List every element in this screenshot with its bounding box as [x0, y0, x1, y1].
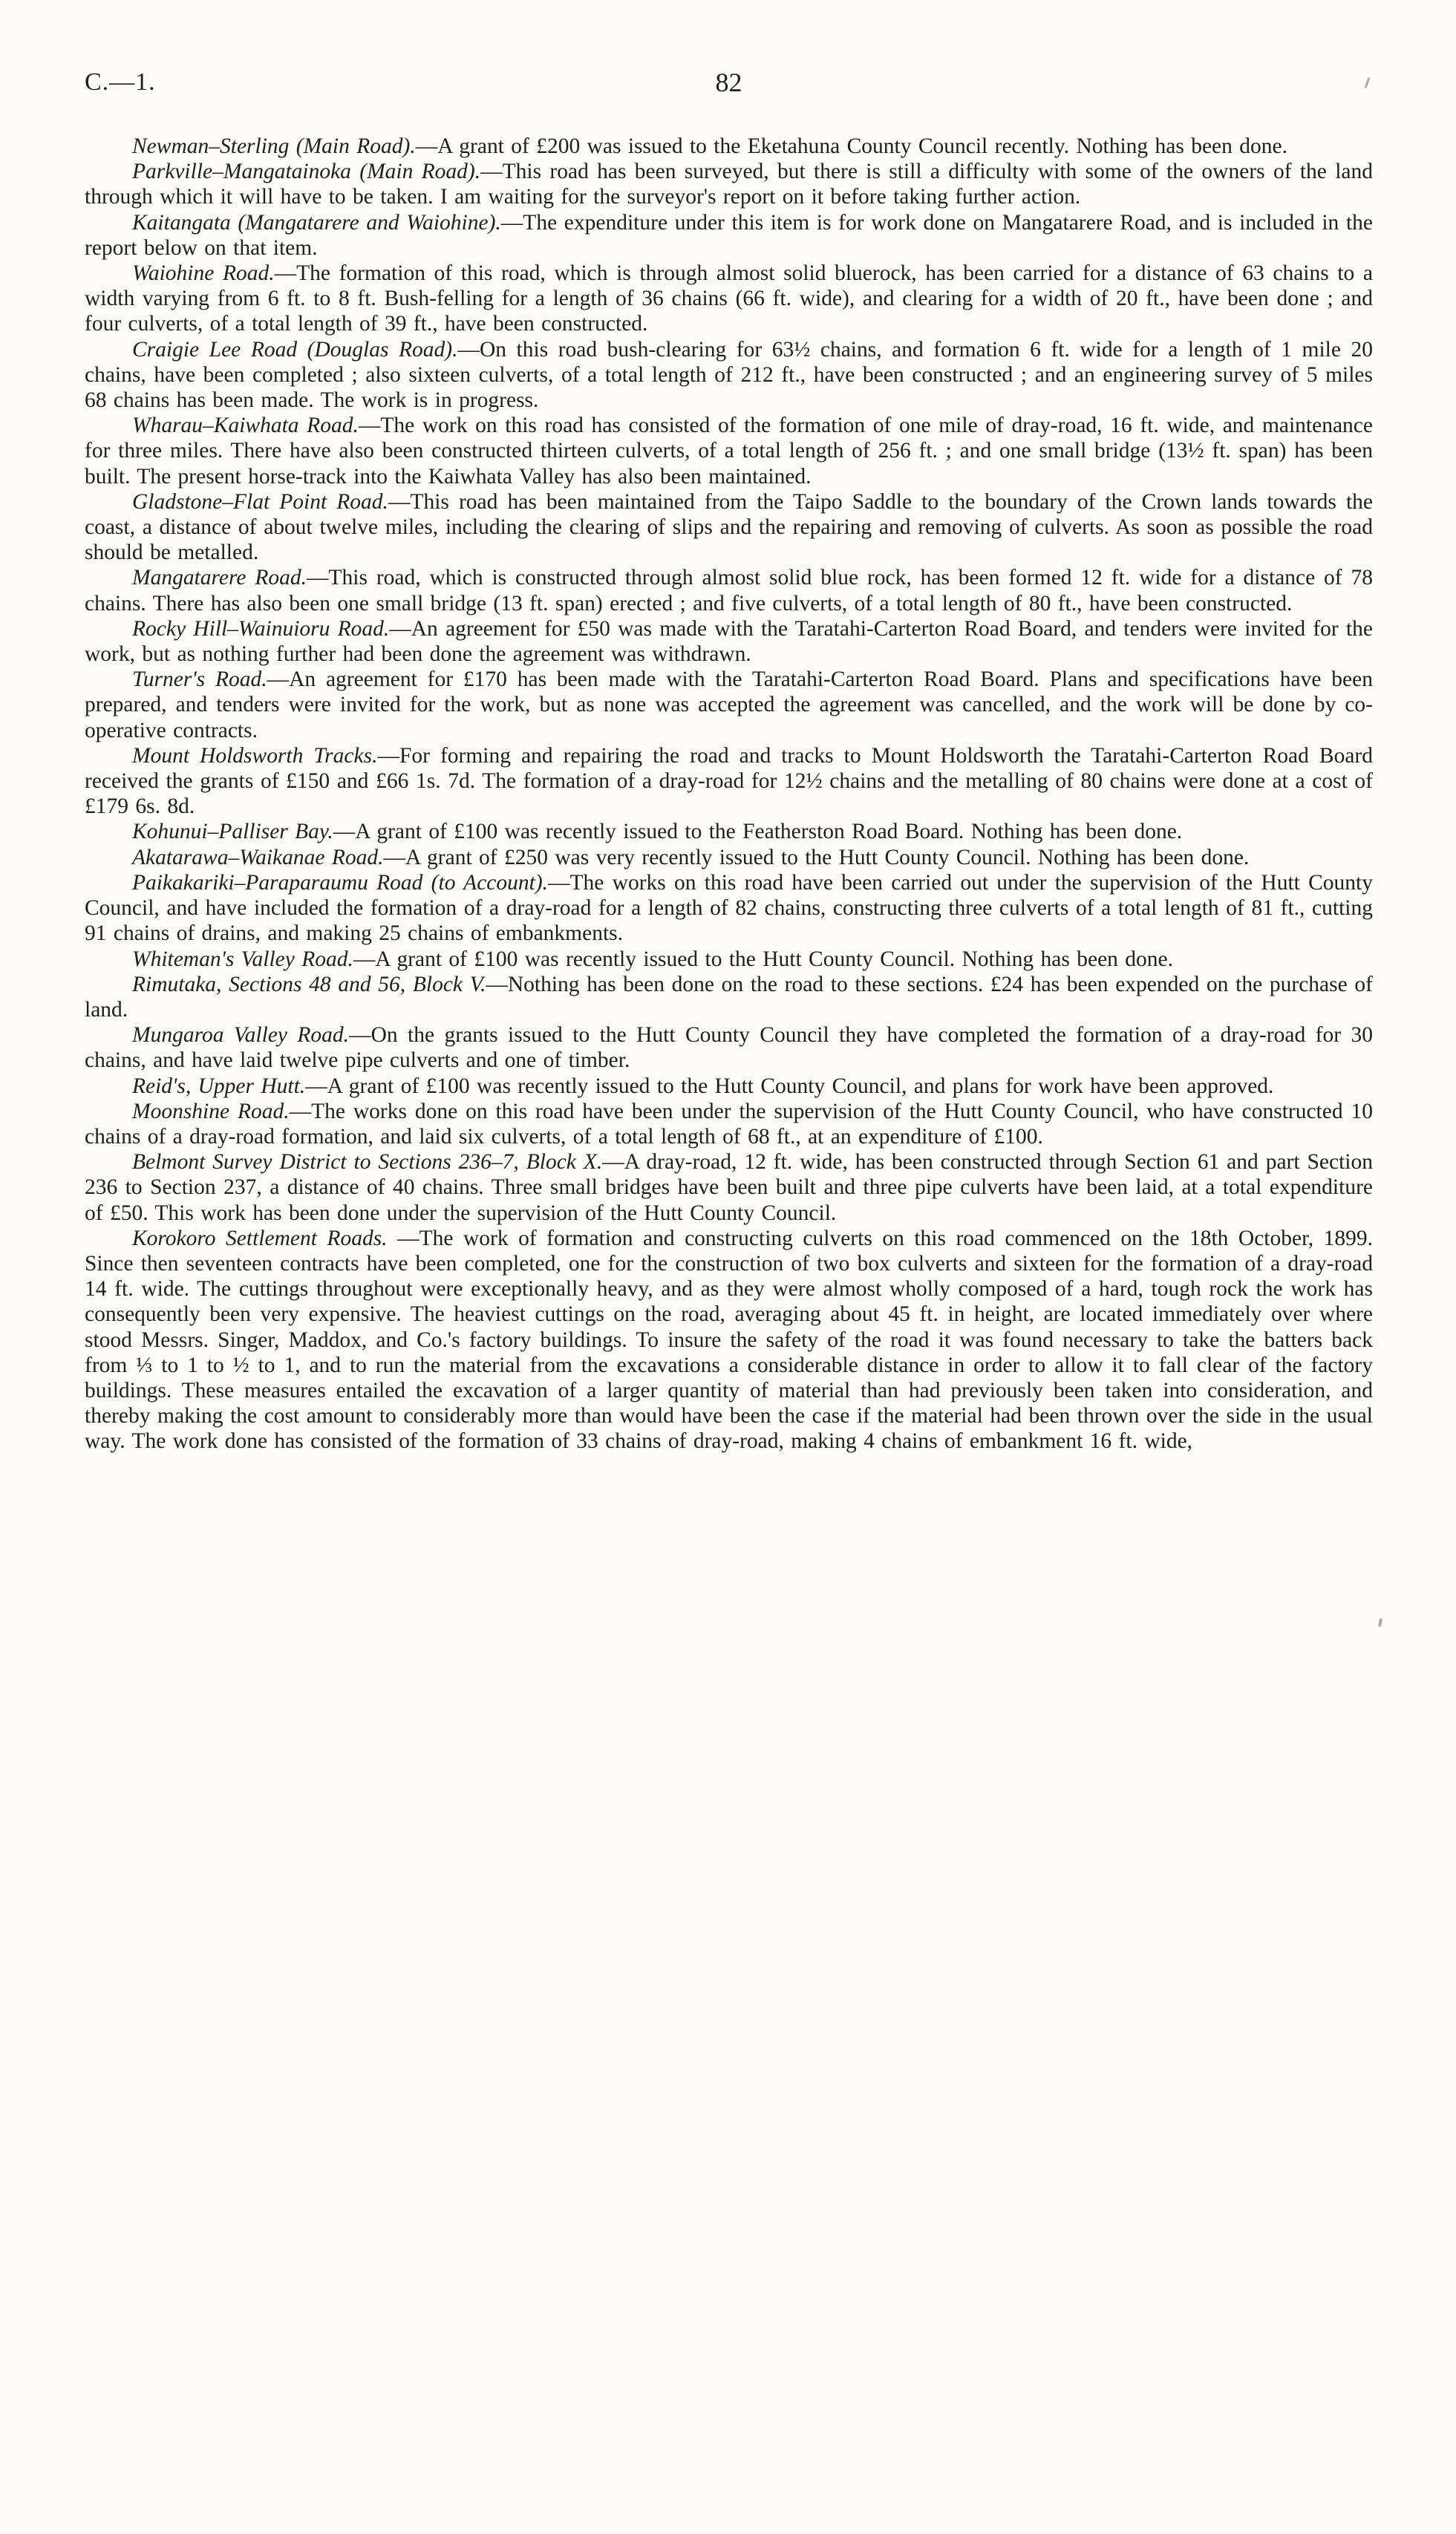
- paragraph-text: —The works done on this road have been under the supervision of the Hutt County Council, who have constructed 10 chains of a dray-road formation, and laid six culverts, of a total length of 68 ft., at an expenditure of £100.: [85, 1099, 1373, 1149]
- paragraph-text: —A grant of £100 was recently issued to the Featherston Road Board. Nothing has been done.: [333, 820, 1183, 844]
- paragraph-rimutaka-sections: [85, 972, 1373, 1022]
- paragraph-text: —A grant of £100 was recently issued to the Hutt County Council, and plans for work have been approved.: [305, 1074, 1274, 1098]
- paragraph-moonshine: [85, 1099, 1373, 1149]
- road-name: Kohunui–Palliser Bay.: [132, 820, 333, 844]
- page-number: 82: [715, 68, 742, 97]
- paragraph-text: —A grant of £100 was recently issued to the Hutt County Council. Nothing has been done.: [353, 947, 1174, 971]
- paragraph-text: —The formation of this road, which is through almost solid bluerock, has been carried for a distance of 63 chains to a width varying from 6 ft. to 8 ft. Bush-felling for a length of 36 chains (66 ft. wide), and clearing for a width of 20 ft., have been done ; and four culverts, of a total length of 39 ft., have been constructed.: [85, 261, 1374, 336]
- paragraph-text: —A grant of £250 was very recently issued to the Hutt County Council. Nothing has been done.: [383, 845, 1250, 869]
- paragraph-wharau-kaiwhata: [85, 413, 1373, 489]
- road-name: Gladstone–Flat Point Road.: [132, 489, 388, 514]
- paragraph-rocky-hill-wainuioru: [85, 616, 1373, 667]
- road-name: Turner's Road.: [132, 667, 267, 692]
- road-name: Moonshine Road.: [132, 1099, 290, 1123]
- road-name: Akatarawa–Waikanae Road.: [132, 845, 384, 869]
- road-name: Korokoro Settlement Roads.: [132, 1226, 388, 1250]
- paragraph-kaitangata: [85, 210, 1373, 261]
- paragraph-text: —This road has been maintained from the Taipo Saddle to the boundary of the Crown lands towards the coast, a distance of about twelve miles, including the clearing of slips and the repairing and removing of culverts. As soon as possible the road should be metalled.: [85, 489, 1373, 565]
- road-name: Mangatarere Road.: [132, 566, 307, 590]
- paragraph-parkville-mangatainoka: [85, 159, 1373, 209]
- paragraph-text: —On this road bush-clearing for 63½ chains, and formation 6 ft. wide for a length of 1 mile 20 chains, have been completed ; also sixteen culverts, of a total length of 212 ft., have been constructed ; and an engineering survey of 5 miles 68 chains has been made. The work is in progress.: [85, 337, 1373, 413]
- paragraph-gladstone-flat-point: [85, 489, 1373, 566]
- paragraph-whitemans-valley: [85, 947, 1373, 972]
- page-header: [85, 67, 1373, 101]
- paragraph-kohunui-palliser: [85, 819, 1373, 844]
- paragraph-text: —The works on this road have been carried out under the supervision of the Hutt County Council, and have included the formation of a dray-road for a length of 82 chains, constructing three culverts of a total length of 81 ft., cutting 91 chains of drains, and making 25 chains of embankments.: [85, 870, 1373, 946]
- paragraph-text: —For forming and repairing the road and tracks to Mount Holdsworth the Taratahi-Carterton Road Board received the grants of £150 and £66 1s. 7d. The formation of a dray-road for 12½ chains and the metalling of 80 chains were done at a cost of £179 6s. 8d.: [85, 743, 1374, 819]
- paragraph-text: —This road has been surveyed, but there is still a difficulty with some of the owners of the land through which it will have to be taken. I am waiting for the surveyor's report on it before taking further action.: [85, 160, 1373, 209]
- road-name: Rimutaka, Sections 48 and 56, Block V.: [132, 972, 486, 996]
- road-name: Craigie Lee Road (Douglas Road).: [132, 337, 458, 362]
- paragraph-text: —Nothing has been done on the road to these sections. £24 has been expended on the purchase of land.: [85, 972, 1373, 1022]
- road-name: Rocky Hill–Wainuioru Road.: [132, 616, 390, 641]
- paragraph-text: —An agreement for £170 has been made with the Taratahi-Carterton Road Board. Plans and specifications have been prepared, and tenders were invited for the work, but as none was accepted the agreement was cancelled, and the work will be done by co-operative contracts.: [85, 667, 1373, 742]
- document-body: [85, 134, 1373, 1454]
- paragraph-mangatarere: [85, 565, 1373, 615]
- paragraph-text: —The work of formation and constructing culverts on this road commenced on the 18th October, 1899. Since then seventeen contracts have been completed, one for the construction of two box culverts and sixteen for the formation of a dray-road 14 ft. wide. The cuttings throughout were exceptionally heavy, and as they were almost wholly composed of a hard, tough rock the work has consequently been very expensive. The heaviest cuttings on the road, averaging about 45 ft. in height, are located immediately over where stood Messrs. Singer, Maddox, and Co.'s factory buildings. To insure the safety of the road it was found necessary to take the batters back from ⅓ to 1 to ½ to 1, and to run the material from the excavations a considerable distance in order to allow it to fall clear of the factory buildings. These measures entailed the excavation of a larger quantity of material than had previously been taken into consideration, and thereby making the cost amount to considerably more than would have been the case if the material had been thrown over the side in the usual way. The work done has consisted of the formation of 33 chains of dray-road, making 4 chains of embankment 16 ft. wide,: [85, 1226, 1373, 1454]
- road-name: Whiteman's Valley Road.: [132, 947, 353, 971]
- road-name: Newman–Sterling (Main Road).: [132, 134, 416, 158]
- scan-artifact-mark: [1378, 1619, 1382, 1627]
- paragraph-paikakariki-paraparaumu: [85, 870, 1373, 947]
- road-name: Parkville–Mangatainoka (Main Road).: [132, 160, 481, 184]
- paragraph-mungaroa-valley: [85, 1022, 1373, 1073]
- paragraph-text: —The work on this road has consisted of the formation of one mile of dray-road, 16 ft. wide, and maintenance for three miles. There have also been constructed thirteen culverts, of a total length of 256 ft. ; and one small bridge (13½ ft. span) has been built. The present horse-track into the Kaiwhata Valley has also been maintained.: [85, 414, 1373, 489]
- road-name: Reid's, Upper Hutt.: [132, 1074, 306, 1098]
- road-name: Paikakariki–Paraparaumu Road (to Account).: [132, 870, 549, 895]
- paragraph-korokoro-settlement: [85, 1226, 1373, 1454]
- paragraph-belmont-survey-district: [85, 1149, 1373, 1226]
- road-name: Kaitangata (Mangatarere and Waiohine).: [132, 210, 501, 235]
- road-name: Belmont Survey District to Sections 236–7, Block X.: [132, 1150, 603, 1175]
- paragraph-waiohine: [85, 261, 1373, 337]
- paragraph-text: —On the grants issued to the Hutt County Council they have completed the formation of a dray-road for 30 chains, and have laid twelve pipe culverts and one of timber.: [85, 1023, 1373, 1073]
- paragraph-text: —This road, which is constructed through almost solid blue rock, has been formed 12 ft. wide for a distance of 78 chains. There has also been one small bridge (13 ft. span) erected ; and five culverts, of a total length of 80 ft., have been constructed.: [85, 566, 1373, 615]
- road-name: Wharau–Kaiwhata Road.: [132, 414, 359, 438]
- paragraph-mount-holdsworth: [85, 743, 1373, 820]
- paragraph-newman-sterling: [85, 134, 1373, 159]
- paragraph-turners-road: [85, 667, 1373, 743]
- road-name: Waiohine Road.: [132, 261, 275, 286]
- paragraph-akatarawa-waikanae: [85, 845, 1373, 870]
- paragraph-text: —An agreement for £50 was made with the Taratahi-Carterton Road Board, and tenders were invited for the work, but as nothing further had been done the agreement was withdrawn.: [85, 616, 1374, 667]
- paragraph-text: —A grant of £200 was issued to the Eketahuna County Council recently. Nothing has been done.: [415, 134, 1287, 158]
- report-series-label: C.—1.: [85, 68, 156, 96]
- road-name: Mount Holdsworth Tracks.: [132, 743, 378, 768]
- road-name: Mungaroa Valley Road.: [132, 1023, 350, 1048]
- paragraph-reids-upper-hutt: [85, 1074, 1373, 1099]
- paragraph-text: —A dray-road, 12 ft. wide, has been constructed through Section 61 and part Section 236 to Section 237, a distance of 40 chains. Three small bridges have been built and three pipe culverts have been laid, at a total expenditure of £50. This work has been done under the supervision of the Hutt County Council.: [85, 1150, 1374, 1225]
- paragraph-craigie-lee: [85, 337, 1373, 414]
- paragraph-text: —The expenditure under this item is for work done on Mangatarere Road, and is included in the report below on that item.: [85, 210, 1373, 260]
